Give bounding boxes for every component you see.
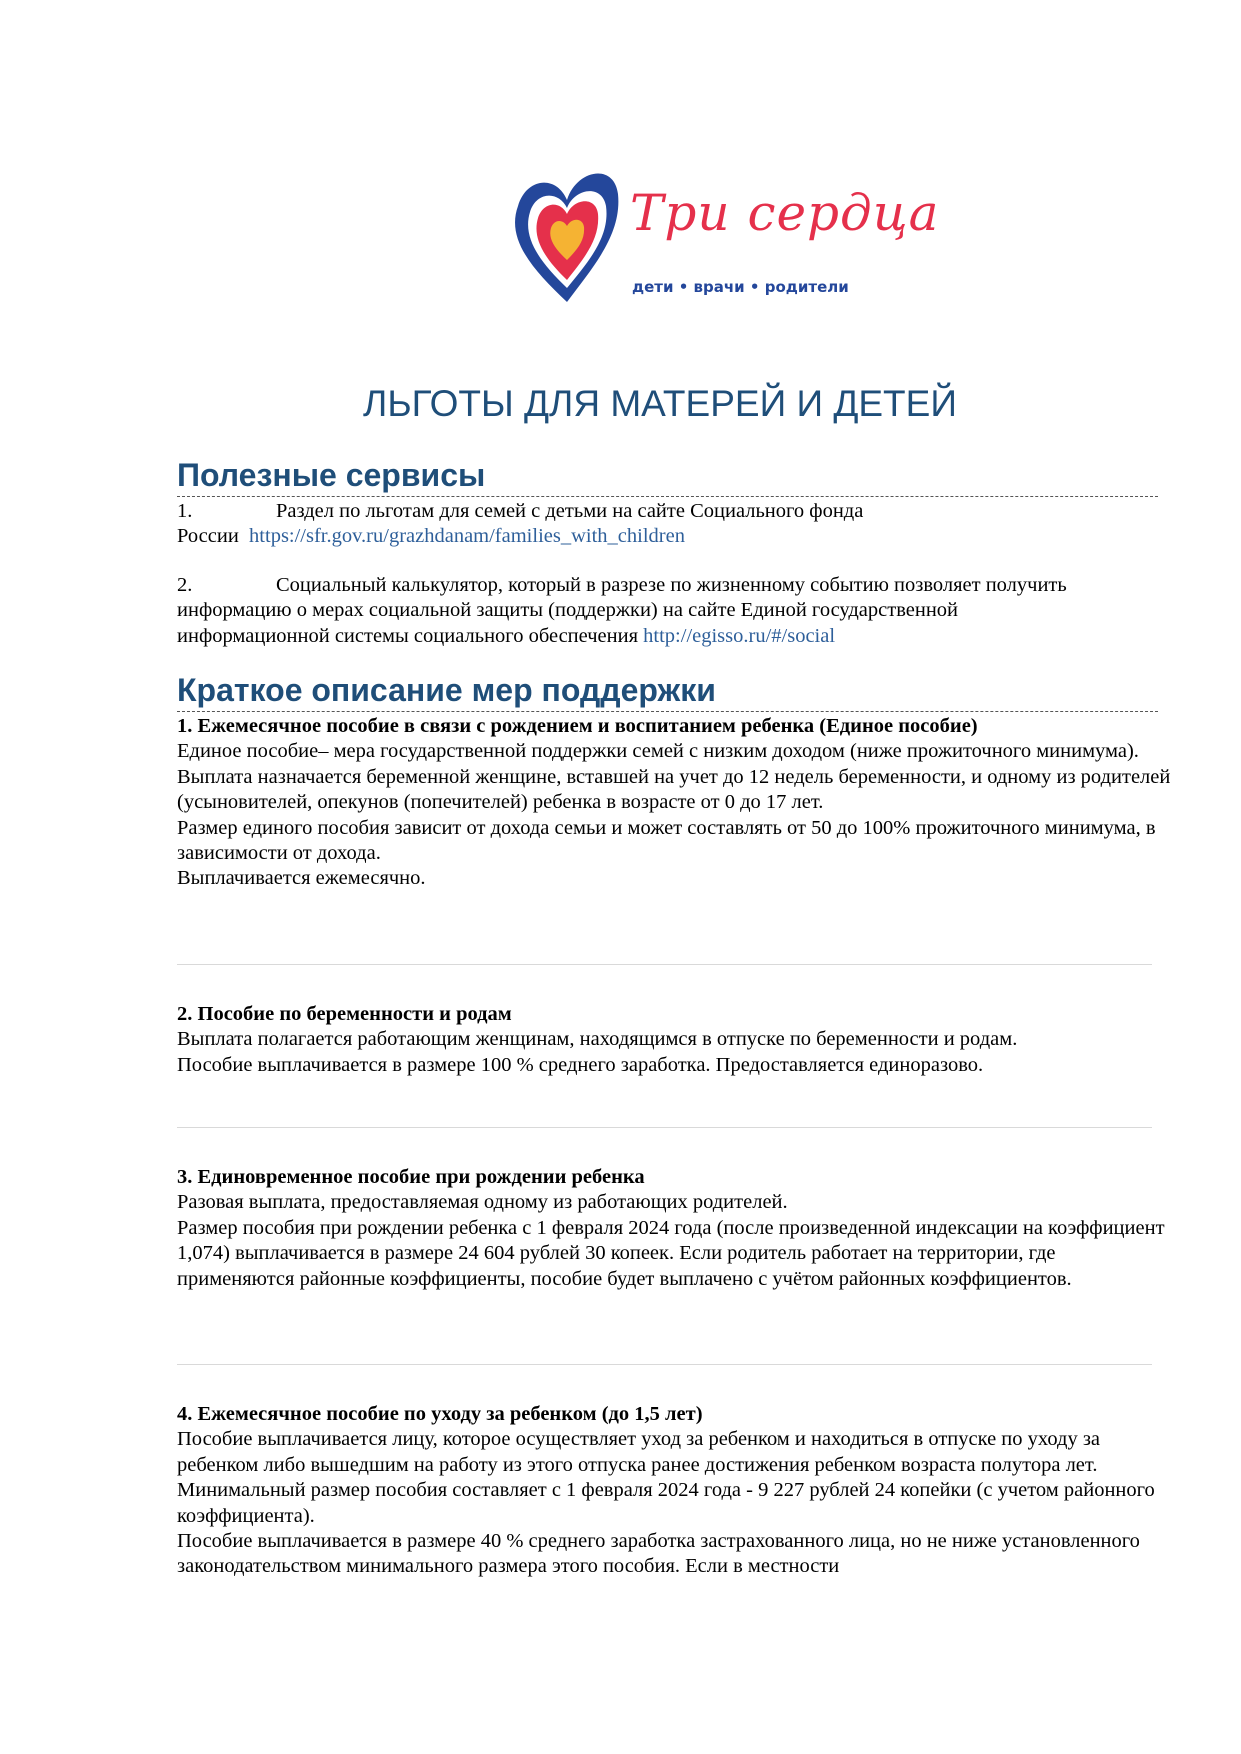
measure-text: Выплачивается ежемесячно.: [177, 867, 426, 890]
service-text: Социальный калькулятор, который в разрезе по жизненному событию позволяет получить: [276, 574, 1067, 596]
measure-text: Разовая выплата, предоставляемая одному из работающих родителей.: [177, 1191, 788, 1214]
measure-item-4: [177, 1402, 1172, 1580]
service-item-2: [177, 573, 1172, 649]
measure-text: Выплата назначается беременной женщине, вставшей на учет до 12 недель беременности, и одному из родителей (усыновителей, опекунов (попечителей) ребенка в возрасте от 0 до 17 лет.: [177, 765, 1171, 814]
measure-text: Выплата полагается работающим женщинам, находящимся в отпуске по беременности и родам.: [177, 1028, 1018, 1051]
measure-text: Пособие выплачивается в размере 100 % среднего заработка. Предоставляется единоразово.: [177, 1053, 984, 1076]
measure-title: 3. Единовременное пособие при рождении ребенка: [177, 1166, 645, 1188]
service-text: Раздел по льготам для семей с детьми на сайте Социального фонда: [276, 500, 864, 522]
logo: [512, 164, 940, 314]
measure-item-2: [177, 1002, 1172, 1078]
measure-item-3: [177, 1165, 1172, 1292]
measure-text: Пособие выплачивается в размере 40 % среднего заработка застрахованного лица, но не ниже установленного законодательством минимального размера этого пособия. Если в местности: [177, 1530, 1140, 1578]
page-title: ЛЬГОТЫ ДЛЯ МАТЕРЕЙ И ДЕТЕЙ: [363, 383, 957, 424]
logo-tagline: дети • врачи • родители: [632, 278, 849, 296]
list-number: 2.: [177, 574, 193, 596]
measure-text: Пособие выплачивается лицу, которое осуществляет уход за ребенком и находиться в отпуске по уходу за ребенком либо вышедшим на работу из этого отпуска ранее достижения ребенком возраста полутора лет.: [177, 1428, 1101, 1476]
measure-text: Минимальный размер пособия составляет с 1 февраля 2024 года - 9 227 рублей 24 копейки (с учетом районного коэффициента).: [177, 1479, 1155, 1527]
section-heading-measures: Краткое описание мер поддержки: [177, 670, 1158, 712]
measure-title: 2. Пособие по беременности и родам: [177, 1003, 512, 1025]
service-item-1: [177, 499, 1172, 550]
logo-title: Три сердца: [630, 184, 940, 242]
divider: [177, 1127, 1152, 1128]
service-text: информационной системы социального обеспечения: [177, 624, 639, 647]
hearts-logo-icon: [512, 164, 622, 314]
divider: [177, 964, 1152, 965]
list-number: 1.: [177, 500, 193, 522]
service-text: России: [177, 525, 239, 548]
measure-item-1: [177, 714, 1172, 892]
divider: [177, 1364, 1152, 1365]
measure-title: 1. Ежемесячное пособие в связи с рождением и воспитанием ребенка (Единое пособие): [177, 715, 978, 737]
measure-title: 4. Ежемесячное пособие по уходу за ребенком (до 1,5 лет): [177, 1403, 703, 1425]
measure-text: Размер единого пособия зависит от дохода семьи и может составлять от 50 до 100% прожиточного минимума, в зависимости от дохода.: [177, 816, 1156, 865]
sfr-link[interactable]: https://sfr.gov.ru/grazhdanam/families_with_children: [249, 525, 685, 548]
service-text: информацию о мерах социальной защиты (поддержки) на сайте Единой государственной: [177, 599, 959, 622]
measure-text: Единое пособие– мера государственной поддержки семей с низким доходом (ниже прожиточного минимума).: [177, 740, 1139, 763]
section-heading-services: Полезные сервисы: [177, 455, 1158, 497]
egisso-link[interactable]: http://egisso.ru/#/social: [643, 624, 836, 647]
measure-text: Размер пособия при рождении ребенка с 1 февраля 2024 года (после произведенной индексации на коэффициент 1,074) выплачивается в размере 24 604 рублей 30 копеек. Если родитель работает на территории, где применяются районные коэффициенты, пособие будет выплачено с учётом районных коэффициентов.: [177, 1216, 1165, 1290]
